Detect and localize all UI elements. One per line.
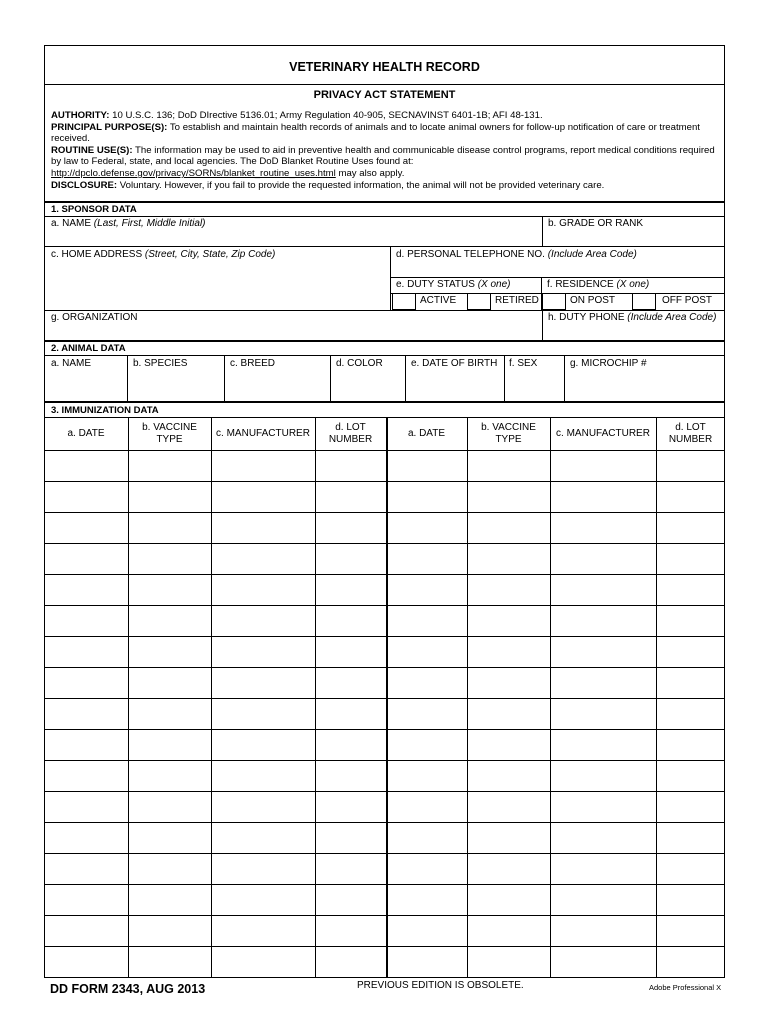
duty-status-label: e. DUTY STATUS (X one) — [396, 279, 511, 290]
immunization-manufacturer-cell[interactable] — [212, 575, 314, 604]
organization-field[interactable] — [45, 311, 542, 339]
immunization-date-cell[interactable] — [387, 482, 466, 511]
immunization-lot-cell[interactable] — [657, 916, 724, 945]
immunization-date-cell[interactable] — [45, 730, 127, 759]
immunization-manufacturer-cell[interactable] — [551, 699, 655, 728]
form-id: DD FORM 2343, AUG 2013 — [50, 982, 206, 996]
col-vaccine-right: b. VACCINE TYPE — [481, 422, 536, 445]
immunization-vaccine-cell[interactable] — [129, 947, 210, 976]
col-manufacturer-right: c. MANUFACTURER — [556, 428, 650, 439]
immunization-manufacturer-cell[interactable] — [212, 668, 314, 697]
immunization-manufacturer-cell[interactable] — [551, 916, 655, 945]
immunization-lot-cell[interactable] — [657, 513, 724, 542]
immunization-date-cell[interactable] — [45, 916, 127, 945]
immunization-lot-cell[interactable] — [657, 699, 724, 728]
immunization-vaccine-cell[interactable] — [129, 854, 210, 883]
sex-field[interactable] — [505, 356, 564, 400]
immunization-date-cell[interactable] — [387, 854, 466, 883]
color-label: d. COLOR — [336, 358, 383, 369]
immunization-date-cell[interactable] — [45, 668, 127, 697]
immunization-vaccine-cell[interactable] — [468, 575, 549, 604]
organization-label: g. ORGANIZATION — [51, 312, 138, 323]
immunization-lot-cell[interactable] — [657, 482, 724, 511]
divider — [44, 201, 725, 203]
immunization-date-cell[interactable] — [45, 823, 127, 852]
immunization-manufacturer-cell[interactable] — [551, 606, 655, 635]
immunization-manufacturer-cell[interactable] — [551, 823, 655, 852]
immunization-lot-cell[interactable] — [316, 854, 385, 883]
immunization-manufacturer-cell[interactable] — [212, 544, 314, 573]
immunization-lot-cell[interactable] — [657, 761, 724, 790]
immunization-manufacturer-cell[interactable] — [212, 699, 314, 728]
edition-note: PREVIOUS EDITION IS OBSOLETE. — [357, 980, 524, 991]
immunization-lot-cell[interactable] — [316, 730, 385, 759]
immunization-date-cell[interactable] — [387, 792, 466, 821]
immunization-lot-cell[interactable] — [657, 544, 724, 573]
col-lot-right: d. LOT NUMBER — [668, 422, 713, 445]
immunization-vaccine-cell[interactable] — [129, 513, 210, 542]
immunization-manufacturer-cell[interactable] — [551, 544, 655, 573]
immunization-lot-cell[interactable] — [316, 513, 385, 542]
immunization-lot-cell[interactable] — [316, 699, 385, 728]
immunization-manufacturer-cell[interactable] — [212, 730, 314, 759]
immunization-manufacturer-cell[interactable] — [551, 668, 655, 697]
immunization-date-cell[interactable] — [387, 730, 466, 759]
immunization-date-cell[interactable] — [387, 544, 466, 573]
retired-label: RETIRED — [495, 295, 539, 306]
immunization-manufacturer-cell[interactable] — [212, 761, 314, 790]
immunization-vaccine-cell[interactable] — [129, 699, 210, 728]
immunization-manufacturer-cell[interactable] — [551, 761, 655, 790]
immunization-vaccine-cell[interactable] — [468, 699, 549, 728]
immunization-date-cell[interactable] — [45, 544, 127, 573]
animal-name-field[interactable] — [45, 356, 127, 400]
immunization-date-cell[interactable] — [45, 451, 127, 480]
immunization-manufacturer-cell[interactable] — [212, 792, 314, 821]
immunization-manufacturer-cell[interactable] — [551, 513, 655, 542]
color-field[interactable] — [331, 356, 405, 400]
immunization-vaccine-cell[interactable] — [129, 730, 210, 759]
immunization-vaccine-cell[interactable] — [468, 730, 549, 759]
immunization-lot-cell[interactable] — [316, 668, 385, 697]
immunization-date-cell[interactable] — [45, 513, 127, 542]
breed-label: c. BREED — [230, 358, 276, 369]
immunization-date-cell[interactable] — [387, 451, 466, 480]
immunization-manufacturer-cell[interactable] — [551, 637, 655, 666]
immunization-vaccine-cell[interactable] — [468, 761, 549, 790]
immunization-vaccine-cell[interactable] — [129, 606, 210, 635]
duty-phone-label: h. DUTY PHONE (Include Area Code) — [548, 312, 717, 323]
divider — [44, 417, 725, 418]
immunization-manufacturer-cell[interactable] — [212, 854, 314, 883]
immunization-manufacturer-cell[interactable] — [551, 482, 655, 511]
col-date-right: a. DATE — [407, 428, 446, 439]
form-title: VETERINARY HEALTH RECORD — [289, 60, 480, 74]
immunization-lot-cell[interactable] — [316, 916, 385, 945]
immunization-vaccine-cell[interactable] — [468, 885, 549, 914]
immunization-manufacturer-cell[interactable] — [212, 947, 314, 976]
immunization-date-cell[interactable] — [387, 637, 466, 666]
purpose-text: To establish and maintain health records of animals and to locate animal owners for follow-up notification of care or treatment received. — [51, 121, 700, 145]
authority-text: 10 U.S.C. 136; DoD DIrective 5136.01; Army Regulation 40-905, SECNAVINST 6401-1B; AFI 48-131. — [112, 110, 543, 121]
immunization-date-cell[interactable] — [387, 947, 466, 976]
immunization-date-cell[interactable] — [387, 916, 466, 945]
sponsor-name-field[interactable] — [45, 217, 542, 245]
col-vaccine-left: b. VACCINE TYPE — [142, 422, 197, 445]
microchip-field[interactable] — [565, 356, 724, 400]
routine-text: The information may be used to aid in preventive health and communicable disease control programs, report medical conditions required by law to Federal, state, and local agencies. The DoD Blanket Routine Uses found at: — [51, 144, 715, 168]
privacy-statement — [51, 110, 719, 191]
home-address-label: c. HOME ADDRESS (Street, City, State, Zip Code) — [51, 249, 276, 260]
immunization-date-cell[interactable] — [45, 482, 127, 511]
immunization-vaccine-cell[interactable] — [129, 823, 210, 852]
immunization-lot-cell[interactable] — [316, 637, 385, 666]
on-post-label: ON POST — [570, 295, 616, 306]
immunization-lot-cell[interactable] — [657, 885, 724, 914]
disclosure-text: Voluntary. However, if you fail to provide the requested information, the animal will not be provided veterinary care. — [119, 179, 605, 191]
immunization-vaccine-cell[interactable] — [129, 482, 210, 511]
duty-phone-field[interactable] — [543, 311, 724, 339]
immunization-vaccine-cell[interactable] — [468, 792, 549, 821]
routine-label: ROUTINE USE(S): — [51, 144, 133, 156]
immunization-lot-cell[interactable] — [657, 947, 724, 976]
animal-name-label: a. NAME — [51, 358, 92, 369]
immunization-manufacturer-cell[interactable] — [551, 792, 655, 821]
grade-field[interactable] — [543, 217, 724, 245]
immunization-date-cell[interactable] — [387, 606, 466, 635]
immunization-date-cell[interactable] — [387, 823, 466, 852]
divider — [390, 277, 725, 278]
on-post-checkbox[interactable] — [542, 293, 566, 310]
immunization-vaccine-cell[interactable] — [468, 637, 549, 666]
immunization-lot-cell[interactable] — [316, 544, 385, 573]
personal-phone-label: d. PERSONAL TELEPHONE NO. (Include Area Code) — [396, 249, 637, 260]
retired-checkbox[interactable] — [467, 293, 491, 310]
immunization-lot-cell[interactable] — [657, 606, 724, 635]
immunization-date-cell[interactable] — [45, 792, 127, 821]
immunization-manufacturer-cell[interactable] — [551, 947, 655, 976]
breed-field[interactable] — [225, 356, 330, 400]
immunization-vaccine-cell[interactable] — [468, 668, 549, 697]
immunization-manufacturer-cell[interactable] — [212, 451, 314, 480]
immunization-manufacturer-cell[interactable] — [551, 575, 655, 604]
microchip-label: g. MICROCHIP # — [570, 358, 647, 369]
active-checkbox[interactable] — [392, 293, 416, 310]
col-lot-left: d. LOT NUMBER — [328, 422, 373, 445]
immunization-date-cell[interactable] — [45, 575, 127, 604]
disclosure-label: DISCLOSURE: — [51, 179, 118, 191]
sex-label: f. SEX — [509, 358, 538, 369]
immunization-vaccine-cell[interactable] — [129, 916, 210, 945]
divider — [44, 84, 725, 85]
sponsor-heading: 1. SPONSOR DATA — [51, 204, 137, 215]
immunization-vaccine-cell[interactable] — [468, 947, 549, 976]
immunization-date-cell[interactable] — [387, 575, 466, 604]
immunization-lot-cell[interactable] — [657, 637, 724, 666]
immunization-heading: 3. IMMUNIZATION DATA — [51, 405, 159, 416]
immunization-manufacturer-cell[interactable] — [551, 885, 655, 914]
immunization-date-cell[interactable] — [45, 761, 127, 790]
immunization-manufacturer-cell[interactable] — [212, 885, 314, 914]
animal-heading: 2. ANIMAL DATA — [51, 343, 126, 354]
immunization-manufacturer-cell[interactable] — [551, 854, 655, 883]
immunization-lot-cell[interactable] — [657, 854, 724, 883]
immunization-vaccine-cell[interactable] — [129, 544, 210, 573]
sponsor-name-label: a. NAME (Last, First, Middle Initial) — [51, 218, 206, 229]
immunization-lot-cell[interactable] — [316, 451, 385, 480]
immunization-vaccine-cell[interactable] — [129, 451, 210, 480]
dob-label: e. DATE OF BIRTH — [411, 358, 498, 369]
immunization-lot-cell[interactable] — [316, 947, 385, 976]
immunization-lot-cell[interactable] — [657, 823, 724, 852]
immunization-manufacturer-cell[interactable] — [212, 513, 314, 542]
immunization-manufacturer-cell[interactable] — [212, 482, 314, 511]
immunization-lot-cell[interactable] — [316, 761, 385, 790]
immunization-manufacturer-cell[interactable] — [212, 606, 314, 635]
immunization-vaccine-cell[interactable] — [468, 916, 549, 945]
immunization-lot-cell[interactable] — [316, 823, 385, 852]
immunization-lot-cell[interactable] — [316, 606, 385, 635]
immunization-vaccine-cell[interactable] — [468, 451, 549, 480]
immunization-manufacturer-cell[interactable] — [551, 451, 655, 480]
immunization-vaccine-cell[interactable] — [468, 823, 549, 852]
immunization-manufacturer-cell[interactable] — [551, 730, 655, 759]
immunization-lot-cell[interactable] — [316, 885, 385, 914]
residence-label: f. RESIDENCE (X one) — [547, 279, 650, 290]
immunization-date-cell[interactable] — [387, 761, 466, 790]
species-field[interactable] — [128, 356, 224, 400]
purpose-label: PRINCIPAL PURPOSE(S): — [51, 121, 168, 133]
col-date-left: a. DATE — [67, 428, 105, 439]
immunization-lot-cell[interactable] — [316, 482, 385, 511]
divider — [44, 401, 725, 403]
immunization-date-cell[interactable] — [45, 854, 127, 883]
immunization-date-cell[interactable] — [387, 668, 466, 697]
immunization-date-cell[interactable] — [387, 699, 466, 728]
immunization-lot-cell[interactable] — [657, 575, 724, 604]
immunization-vaccine-cell[interactable] — [468, 513, 549, 542]
immunization-lot-cell[interactable] — [657, 730, 724, 759]
immunization-manufacturer-cell[interactable] — [212, 823, 314, 852]
immunization-vaccine-cell[interactable] — [468, 854, 549, 883]
off-post-checkbox[interactable] — [632, 293, 656, 310]
personal-phone-field[interactable] — [391, 247, 724, 275]
divider — [44, 340, 725, 342]
immunization-date-cell[interactable] — [45, 885, 127, 914]
authority-label: AUTHORITY: — [51, 110, 110, 121]
immunization-vaccine-cell[interactable] — [129, 668, 210, 697]
immunization-lot-cell[interactable] — [657, 451, 724, 480]
immunization-lot-cell[interactable] — [657, 668, 724, 697]
immunization-manufacturer-cell[interactable] — [212, 916, 314, 945]
species-label: b. SPECIES — [133, 358, 188, 369]
immunization-vaccine-cell[interactable] — [468, 482, 549, 511]
grade-label: b. GRADE OR RANK — [548, 218, 644, 229]
dob-field[interactable] — [406, 356, 504, 400]
immunization-vaccine-cell[interactable] — [129, 575, 210, 604]
immunization-vaccine-cell[interactable] — [129, 761, 210, 790]
immunization-date-cell[interactable] — [387, 885, 466, 914]
routine-url-link[interactable]: http://dpclo.defense.gov/privacy/SORNs/blanket_routine_uses.html — [51, 167, 336, 179]
immunization-date-cell[interactable] — [45, 947, 127, 976]
routine-tail: may also apply. — [338, 167, 405, 179]
active-label: ACTIVE — [420, 295, 457, 306]
immunization-vaccine-cell[interactable] — [129, 792, 210, 821]
off-post-label: OFF POST — [662, 295, 712, 306]
immunization-date-cell[interactable] — [45, 637, 127, 666]
immunization-vaccine-cell[interactable] — [129, 885, 210, 914]
home-address-field[interactable] — [45, 247, 390, 309]
col-manufacturer-left: c. MANUFACTURER — [216, 428, 310, 439]
immunization-vaccine-cell[interactable] — [468, 606, 549, 635]
immunization-lot-cell[interactable] — [657, 792, 724, 821]
immunization-manufacturer-cell[interactable] — [212, 637, 314, 666]
privacy-heading: PRIVACY ACT STATEMENT — [313, 89, 456, 101]
immunization-vaccine-cell[interactable] — [468, 544, 549, 573]
immunization-date-cell[interactable] — [387, 513, 466, 542]
immunization-date-cell[interactable] — [45, 699, 127, 728]
immunization-lot-cell[interactable] — [316, 575, 385, 604]
immunization-lot-cell[interactable] — [316, 792, 385, 821]
immunization-vaccine-cell[interactable] — [129, 637, 210, 666]
software-note: Adobe Professional X — [649, 983, 722, 992]
immunization-date-cell[interactable] — [45, 606, 127, 635]
